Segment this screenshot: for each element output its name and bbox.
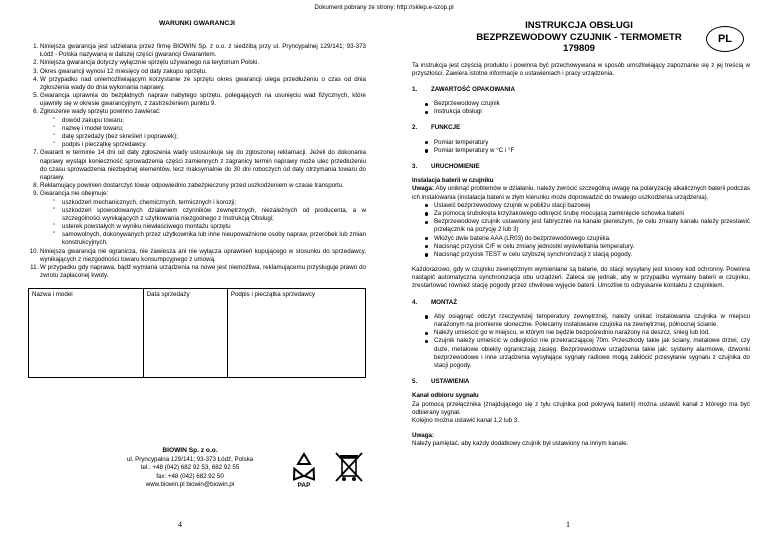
section-heading: 3. URUCHOMIENIE [412, 163, 480, 170]
warranty-terms-list [28, 43, 366, 280]
list-item: Pomiar temperatury w °C i °F [434, 147, 750, 155]
warranty-term: 7. Gwarant w terminie 14 dni od daty zgłoszenia wady ustosunkuje się do zgłoszonej reklamacji. Jeżeli do dokonania naprawy wystąpi konieczność sprowadzenia części zamiennych z zagranicy termin naprawy może ulec przedłużeniu do czasu sprowadzenia niezbędnej elementów, lecz maksymalnie do 30 dni roboczych od daty otrzymania towaru do naprawy. [40, 149, 366, 182]
section-heading: 1. ZAWARTOŚĆ OPAKOWANIA [412, 85, 515, 93]
startup-steps-list [412, 202, 750, 259]
product-code: 179809 [562, 43, 595, 54]
list-item: Należy umieścić go w miejscu, w którym nie będzie bezpośrednio narażony na deszcz, śnieg lub lód. [434, 329, 750, 337]
warranty-term: 9. Gwarancja nie obejmuje: ▫ uszkodzeń mechanicznych, chemicznych, termicznych i korozji; ▫ uszkodzeń spowodowanych działaniem czynników zewnętrznych, niezależnych od producenta, a w szczególności wynikających z użytkowania niezgodnego z Instrukcją Obsługi; ▫ usterek powstałych w wyniku niewłaściwego montażu sprzętu ▫ samowolnych, dokonywanych przez użytkownika lub inne nieupoważnione osoby napraw, przeróbek lub zmian konstrukcyjnych. [40, 190, 366, 247]
battery-warning: Uwaga: Aby uniknąć problemów w działaniu, należy zwrócić szczególną uwagę na polaryzację alkalicznych baterii podczas ich instalowania (instalacja baterii w złym kierunku może doprowadzić do trwałego uszkodzenia urządzenia). [412, 185, 750, 201]
warranty-column [28, 20, 366, 378]
list-item: Ustawić bezprzewodowy czujnik w pobliżu stacji bazowej [434, 202, 750, 210]
intro-paragraph: Ta instrukcja jest częścią produktu i powinna być przechowywana w sposób umożliwiający zapoznanie się z jej treścią w przyszłości. Zawiera istotne informacje o ustawieniach i pracy urządzenia. [412, 61, 750, 77]
crossed-bin-icon [336, 453, 362, 481]
battery-sync-paragraph: Każdorazowo, gdy w czujniku zewnętrznym wymieniane są baterie, do stacji wysyłany jest losowy kod ochronny. Powinna nastąpić automatyczna synchronizacja obu urządzeń. Zaleca się jednak, aby w przypadku wymiany baterii w czujniku, zrestartować również stację pogody przez chwilowe wyjęcie baterii. Umożliwi to odzyskanie kontaktu z czujnikiem. [412, 266, 750, 290]
company-info [100, 447, 280, 489]
channel-paragraph: Za pomocą przełącznika (znajdującego się z tyłu czujnika pod pokrywą baterii) można ustawić kanał z którego ma być odbierany sygnał. [412, 400, 750, 416]
section-heading: 2. FUNKCJE [412, 124, 461, 132]
note-text: Należy pamiętać, aby każdy dodatkowy czujnik był ustawiony na innym kanale. [412, 440, 629, 448]
claim-requirements-list [40, 117, 366, 150]
note-label: Uwaga: [412, 432, 435, 440]
title-line: BEZPRZEWODOWY CZUJNIK - TERMOMETR [476, 31, 682, 43]
list-item: Aby osiągnąć odczyt rzeczywistej temperatury zewnętrznej, należy unikać instalowania czujnika w miejscu narażonym na promienie słoneczne. Polecamy instalowanie czujnika na zewnętrznej, północnej ścianie. [434, 312, 750, 328]
company-name: BIOWIN Sp. z o.o. [162, 447, 218, 454]
list-item: ▫ samowolnych, dokonywanych przez użytkownika lub inne nieupoważnione osoby napraw, przeróbek lub zmian konstrukcyjnych. [62, 231, 366, 247]
sale-date-cell: Data sprzedaży [143, 289, 227, 378]
company-fax: fax: +48 (042) 682 92 50 [156, 472, 224, 480]
package-contents-list [412, 100, 750, 116]
download-source-note: Dokument pobrany ze strony: http://sklep.e-szop.pl [314, 4, 454, 11]
warranty-term: 1. Niniejsza gwarancja jest udzielana przez firmę BIOWIN Sp. z o.o. z siedzibą przy ul. Pryncypalnej 129/141; 93-373 Łódź - Polska nazywaną w dalszej części gwarancji Gwarantem. [40, 43, 366, 59]
warranty-title: WARUNKI GWARANCJI [159, 20, 235, 27]
list-item: ▫ dowód zakupu towaru; [62, 117, 366, 125]
list-item: Pomiar temperatury [434, 139, 750, 147]
list-item: Nacisnąć przycisk TEST w celu szybszej synchronizacji z stacją pogody. [434, 251, 750, 259]
pap-recycle-icon [291, 454, 318, 479]
functions-list [412, 139, 750, 155]
exclusions-list [40, 199, 366, 248]
list-item: ▫ nazwę i model towaru; [62, 125, 366, 133]
list-item: Instrukcja obsługi [434, 108, 750, 116]
warranty-term: 6. Zgłoszenie wady sprzętu powinno zawierać: ▫ dowód zakupu towaru; ▫ nazwę i model towaru; ▫ datę sprzedaży (bez skreśleń i poprawek); ▫ podpis i pieczątkę sprzedawcy. [40, 108, 366, 149]
list-item: Bezprzewodowy czujnik [434, 100, 750, 108]
subsection-title: Instalacja baterii w czujniku [412, 177, 494, 185]
language-badge: PL [706, 26, 744, 52]
instruction-title [454, 20, 704, 55]
model-name-cell: Nazwa i model [29, 289, 144, 378]
seller-signature-cell: Podpis i pieczątka sprzedawcy [227, 289, 365, 378]
list-item: Włożyć dwie baterie AAA (LR03) do bezprzewodowego czujnika. [434, 235, 750, 243]
list-item: ▫ uszkodzeń mechanicznych, chemicznych, termicznych i korozji; [62, 199, 366, 207]
warranty-term: 3. Okres gwarancji wynosi 12 miesięcy od daty zakupu sprzętu. [40, 68, 366, 76]
pap-label: PAP [297, 482, 311, 489]
warranty-term: 2. Niniejsza gwarancja dotyczy wyłącznie sprzętu używanego na terytorium Polski. [40, 59, 366, 67]
page-number-right: 1 [566, 520, 570, 529]
section-heading: 5. USTAWIENIA [412, 378, 470, 386]
warranty-term: 4. W przypadku nad uniemożliwiającym korzystanie ze sprzętu okres gwarancji ulega przedłużeniu o czas od dnia zgłoszenia wady do dnia wykonania naprawy. [40, 76, 366, 92]
warranty-term: 8. Reklamujący powinien dostarczyć towar odpowiednio zabezpieczony przed uszkodzeniem w czasie transportu. [40, 182, 366, 190]
list-item: Bezprzewodowy czujnik ustawiony jest fabrycznie na kanale pierwszym, (w celu zmiany kanału należy przestawić przełącznik na pozycję 2 lub 3) [434, 218, 750, 234]
warranty-term: 10. Niniejsza gwarancja nie ogranicza, nie zawiesza ani nie wyłącza uprawnień kupującego w stosunku do sprzedawcy, wynikających z niezgodności towaru konsumpcyjnego z umową. [40, 248, 366, 264]
instruction-column [412, 20, 750, 448]
recycling-symbols [290, 450, 370, 490]
warranty-term: 11. W przypadku gdy naprawa, bądź wymiana urządzenia na nowe jest niemożliwa, reklamującemu przysługuje prawo do zwrotu zapłaconej kwoty. [40, 264, 366, 280]
list-item: ▫ usterek powstałych w wyniku niewłaściwego montażu sprzętu [62, 223, 366, 231]
title-line: INSTRUKCJA OBSŁUGI [525, 20, 633, 31]
list-item: Za pomocą śrubokręta krzyżakowego odkręcić śrubę mocującą zamknięcie schowka baterii [434, 210, 750, 218]
company-web-email: www.biowin.pl biowin@biowin.pl [145, 480, 235, 488]
list-item: ▫ datę sprzedaży (bez skreśleń i poprawek); [62, 133, 366, 141]
list-item: ▫ uszkodzeń spowodowanych działaniem czynników zewnętrznych, niezależnych od producenta, a w szczególności wynikających z użytkowania niezgodnego z Instrukcją Obsługi; [62, 207, 366, 223]
warranty-term: 5. Gwarancja uprawnia do bezpłatnych napraw nabytego sprzętu, polegających na usunięciu wad fizycznych, które ujawniły się w okresie gwarancyjnym, z zastrzeżeniem punktu 9. [40, 92, 366, 108]
list-item: Czujnik należy umieścić w odległości nie przekraczającej 70m. Przeszkody takie jak ściany, metalowe drzwi, czy duże, metalowe obiekty ograniczają zasięg. Bezprzewodowe urządzenia takie jak: systemy alarmowe, dzwonki bezprzewodowe i inne urządzenia wysyłające sygnały radiowe mogą zakłócić przesyłanie sygnału z czujnika do stacji pogody. [434, 337, 750, 369]
channel-options: Kolejno można ustawić kanał 1,2 lub 3. [412, 416, 519, 424]
sale-record-table [28, 288, 366, 378]
company-address: ul. Pryncypalna 129/141; 93-373 Łódź, Polska [126, 455, 254, 463]
list-item: ▫ podpis i pieczątkę sprzedawcy. [62, 141, 366, 149]
subsection-title: Kanał odbioru sygnału [412, 392, 479, 400]
list-item: Nacisnąć przycisk C/F w celu zmiany jednostki wyświetlania temperatury. [434, 243, 750, 251]
mounting-list [412, 313, 750, 370]
company-phone: tel.: +48 (042) 682 92 53, 682 92 55 [140, 464, 240, 472]
page-number-left: 4 [178, 520, 182, 529]
section-heading: 4. MONTAŻ [412, 298, 458, 306]
